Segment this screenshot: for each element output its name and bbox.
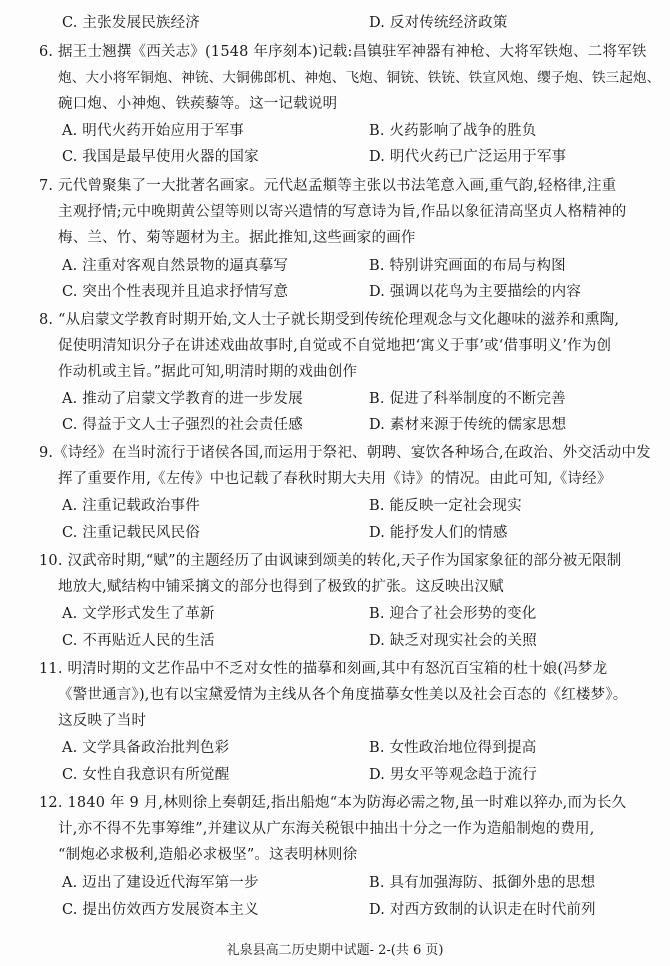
q11-option-d: D. 男女平等观念趋于流行 (369, 767, 537, 783)
q12-option-b: B. 具有加强海防、抵御外患的思想 (369, 875, 596, 891)
q5-option-d: D. 反对传统经济政策 (369, 15, 508, 31)
q12-option-c: C. 提出仿效西方发展资本主义 (62, 902, 259, 918)
q6-stem-line-1: 6. 据王士翘撰《西关志》(1548 年序刻本)记载:昌镇驻军神器有神枪、大将军铁炮、二将军铁 (39, 44, 647, 60)
q8-option-d: D. 素材来源于传统的儒家思想 (369, 417, 567, 433)
q7-stem-line-1: 7. 元代曾聚集了一大批著名画家。元代赵孟頫等主张以书法笔意入画,重气韵,轻格律,注重 (39, 178, 617, 194)
q10-stem-line-2: 地放大,赋结构中铺采摛文的部分也得到了极致的扩张。这反映出汉赋 (58, 579, 504, 595)
q9-option-d: D. 能抒发人们的情感 (369, 525, 508, 541)
q5-option-c: C. 主张发展民族经济 (62, 15, 200, 31)
q10-option-b: B. 迎合了社会形势的变化 (369, 606, 537, 622)
q7-option-b: B. 特别讲究画面的布局与构图 (369, 258, 566, 274)
page-footer: 礼泉县高二历史期中试题- 2-(共 6 页) (226, 943, 444, 958)
q6-option-b: B. 火药影响了战争的胜负 (369, 123, 537, 139)
q8-option-c: C. 得益于文人士子强烈的社会责任感 (62, 417, 303, 433)
q10-option-c: C. 不再贴近人民的生活 (62, 633, 215, 649)
q7-option-c: C. 突出个性表现并且追求抒情写意 (62, 284, 289, 300)
q10-stem-line-1: 10. 汉武帝时期,“赋”的主题经历了由讽谏到颂美的转化,天子作为国家象征的部分被无限制 (39, 553, 622, 569)
q6-option-a: A. 明代火药开始应用于军事 (62, 123, 244, 139)
q8-option-a: A. 推动了启蒙文学教育的进一步发展 (62, 391, 303, 407)
q9-stem-line-2: 挥了重要作用,《左传》中也记载了春秋时期大夫用《诗》的情况。由此可知,《诗经》 (58, 471, 612, 487)
q11-option-c: C. 女性自我意识有所觉醒 (62, 767, 230, 783)
q8-stem-line-1: 8. “从启蒙文学教育时期开始,文人士子就长期受到传统伦理观念与文化趣味的滋养和熏陶, (39, 312, 620, 328)
q7-option-d: D. 强调以花鸟为主要描绘的内容 (369, 284, 582, 300)
q10-option-d: D. 缺乏对现实社会的关照 (369, 633, 537, 649)
q8-stem-line-2: 促使明清知识分子在讲述戏曲故事时,自觉或不自觉地把‘寓义于事’或‘借事明义’作为创 (58, 338, 612, 354)
q7-stem-line-3: 梅、兰、竹、菊等题材为主。据此推知,这些画家的画作 (58, 230, 416, 246)
q7-option-a: A. 注重对客观自然景物的逼真摹写 (62, 258, 289, 274)
q9-stem-line-1: 9.《诗经》在当时流行于诸侯各国,而运用于祭祀、朝聘、宴饮各种场合,在政治、外交活动中发 (39, 445, 651, 461)
q8-stem-line-3: 作动机或主旨。”据此可知,明清时期的戏曲创作 (58, 364, 358, 380)
q9-option-c: C. 注重记载民风民俗 (62, 525, 200, 541)
q6-stem-line-3: 碗口炮、小神炮、铁蒺藜等。这一记载说明 (58, 96, 338, 112)
q12-stem-line-3: “制炮必求极利,造船必求极坚”。这表明林则徐 (58, 847, 358, 863)
q9-option-a: A. 注重记载政治事件 (62, 498, 200, 514)
q10-option-a: A. 文学形式发生了革新 (62, 606, 215, 622)
q6-option-d: D. 明代火药已广泛运用于军事 (369, 149, 567, 165)
q7-stem-line-2: 主观抒情;元中晚期黄公望等则以寄兴遣情的写意诗为旨,作品以象征清高坚贞人格精神的 (58, 204, 627, 220)
q11-stem-line-1: 11. 明清时期的文艺作品中不乏对女性的描摹和刻画,其中有怒沉百宝箱的杜十娘(冯梦龙 (39, 661, 608, 677)
q12-stem-line-1: 12. 1840 年 9 月,林则徐上奏朝廷,指出船炮“本为防海必需之物,虽一时难以猝办,而为长久 (39, 795, 627, 811)
q6-stem-line-2: 炮、大小将军铜炮、神铳、大铜佛郎机、神炮、飞炮、铜铳、铁铳、铁宣风炮、缨子炮、铁三起炮、 (58, 70, 661, 86)
q11-stem-line-2: 《警世通言》),也有以宝黛爱情为主线从各个角度描摹女性美以及社会百态的《红楼梦》。 (58, 687, 628, 703)
q8-option-b: B. 促进了科举制度的不断完善 (369, 391, 566, 407)
q11-option-a: A. 文学具备政治批判色彩 (62, 740, 230, 756)
q11-option-b: B. 女性政治地位得到提高 (369, 740, 537, 756)
q12-option-a: A. 迈出了建设近代海军第一步 (62, 875, 259, 891)
q9-option-b: B. 能反映一定社会现实 (369, 498, 522, 514)
q12-option-d: D. 对西方致制的认识走在时代前列 (369, 902, 596, 918)
q12-stem-line-2: 计,亦不得不先事筹维”,并建议从广东海关税银中抽出十分之一作为造船制炮的费用, (58, 821, 595, 837)
q6-option-c: C. 我国是最早使用火器的国家 (62, 149, 259, 165)
q11-stem-line-3: 这反映了当时 (58, 713, 147, 729)
